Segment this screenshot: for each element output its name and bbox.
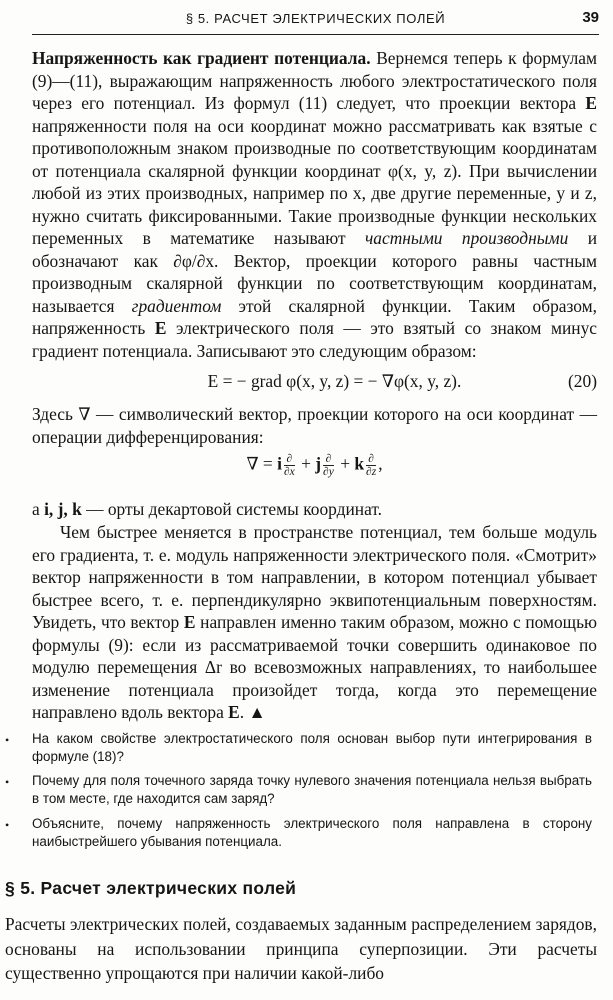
- paragraph-text: . ▲: [239, 702, 266, 722]
- bullet-icon: •: [5, 818, 10, 832]
- paragraph-heading: Напряженность как градиент потенциала.: [32, 48, 371, 68]
- formula-expression: E = − grad φ(x, y, z) = − ∇φ(x, y, z).: [207, 371, 462, 391]
- unit-vector-i: i: [277, 453, 282, 474]
- paragraph-text: Чем быстрее меняется в пространстве потенциал, тем больше модуль его градиента, т. е. модуль напряженности электрического поля. «Смотрит» вектор напряженности в том направлении, в котором потенциал убывает быстрее всего, т. е. перпендикулярно эквипотенциальным поверхностям. Увидеть, что вектор: [32, 522, 597, 632]
- formula-lhs: ∇ =: [246, 453, 278, 474]
- paragraph-text: а: [32, 499, 45, 519]
- formula-20: [32, 371, 597, 397]
- paragraph-text: и обозначают как ∂φ/∂x. Вектор, проекции которого равны частным производным скалярной функции по соответствующим координатам, называется: [32, 228, 598, 316]
- vector-e: E: [585, 93, 597, 113]
- paragraph-nabla: Здесь ∇ — символический вектор, проекции которого на оси координат — операции дифференцирования:: [32, 404, 597, 447]
- paragraph-text: — орты декартовой системы координат.: [81, 499, 382, 519]
- paragraph-text: напряженности поля на оси координат можно рассматривать как взятые с противоположным знаком производные по соответствующим координатам от потенциала скалярной функции координат φ(x, y, z). При вычислении любой из этих производных, например по x, две другие переменные, y и z, нужно считать фиксированными. Такие производные функции нескольких переменных в математике называют: [32, 115, 597, 248]
- vector-e: E: [154, 318, 167, 338]
- paragraph-text: электрического поля — это взятый со знаком минус градиент потенциала. Записывают это следующим образом:: [32, 318, 597, 361]
- paragraph-text: направлен именно таким образом, можно с помощью формулы (9): если из рассматриваемой точки совершить одинаковое по модулю перемещения Δr во всевозможных направлениях, то наибольшее изменение потенциала произойдет тогда, когда это перемещение направлено вдоль вектора: [32, 612, 597, 722]
- review-question: На каком свойстве электростатического поля основан выбор пути интегрирования в формуле (18)?: [32, 731, 592, 764]
- section-paragraph: Расчеты электрических полей, создаваемых заданным распределением зарядов, основаны на использовании принципа суперпозиции. Эти расчеты существенно упрощаются при наличии какой-либо: [5, 914, 597, 983]
- term-partial-derivatives: частными производными: [365, 228, 569, 248]
- running-head: [32, 8, 599, 35]
- unit-vector-k: k: [354, 453, 365, 474]
- vector-e: E: [228, 702, 240, 722]
- paragraph-text: этой скалярной функции. Таким образом, напряженность: [32, 295, 597, 338]
- fraction-numerator: ∂: [323, 453, 334, 466]
- fraction-d-dx: [284, 453, 295, 478]
- review-question: Объясните, почему напряженность электрического поля направлена в сторону наибыстрейшего убывания потенциала.: [32, 816, 592, 849]
- paragraph-direction: [32, 521, 597, 724]
- fraction-d-dy: [323, 453, 334, 478]
- unit-vectors: i, j, k: [44, 499, 82, 519]
- fraction-d-dz: [366, 453, 376, 478]
- formula-nabla: [32, 453, 597, 493]
- section-heading: § 5. Расчет электрических полей: [5, 878, 297, 898]
- paragraph-orts: [32, 498, 597, 521]
- term-gradient: градиентом: [131, 295, 222, 316]
- fraction-denominator: ∂y: [323, 466, 334, 478]
- running-title: § 5. РАСЧЕТ ЭЛЕКТРИЧЕСКИХ ПОЛЕЙ: [185, 11, 446, 26]
- paragraph-gradient: [32, 47, 597, 362]
- bullet-icon: •: [5, 775, 10, 789]
- review-question: Почему для поля точечного заряда точку нулевого значения потенциала нельзя выбрать в том месте, где находится сам заряд?: [32, 773, 592, 806]
- paragraph-text: Вернемся теперь к формулам (9)—(11), выражающим напряженность любого электростатического поля через его потенциал. Из формул (11) следует, что проекции вектора: [32, 48, 597, 113]
- fraction-numerator: ∂: [366, 453, 376, 466]
- vector-e: E: [183, 612, 196, 632]
- bullet-icon: •: [5, 733, 10, 747]
- formula-tail: ,: [378, 453, 383, 474]
- fraction-denominator: ∂x: [283, 466, 295, 478]
- formula-number: (20): [568, 371, 597, 391]
- page-number: 39: [582, 9, 599, 26]
- unit-vector-j: j: [315, 453, 322, 474]
- fraction-numerator: ∂: [284, 453, 295, 466]
- fraction-denominator: ∂z: [366, 466, 377, 478]
- plus-sign: +: [335, 453, 355, 474]
- plus-sign: +: [296, 453, 316, 474]
